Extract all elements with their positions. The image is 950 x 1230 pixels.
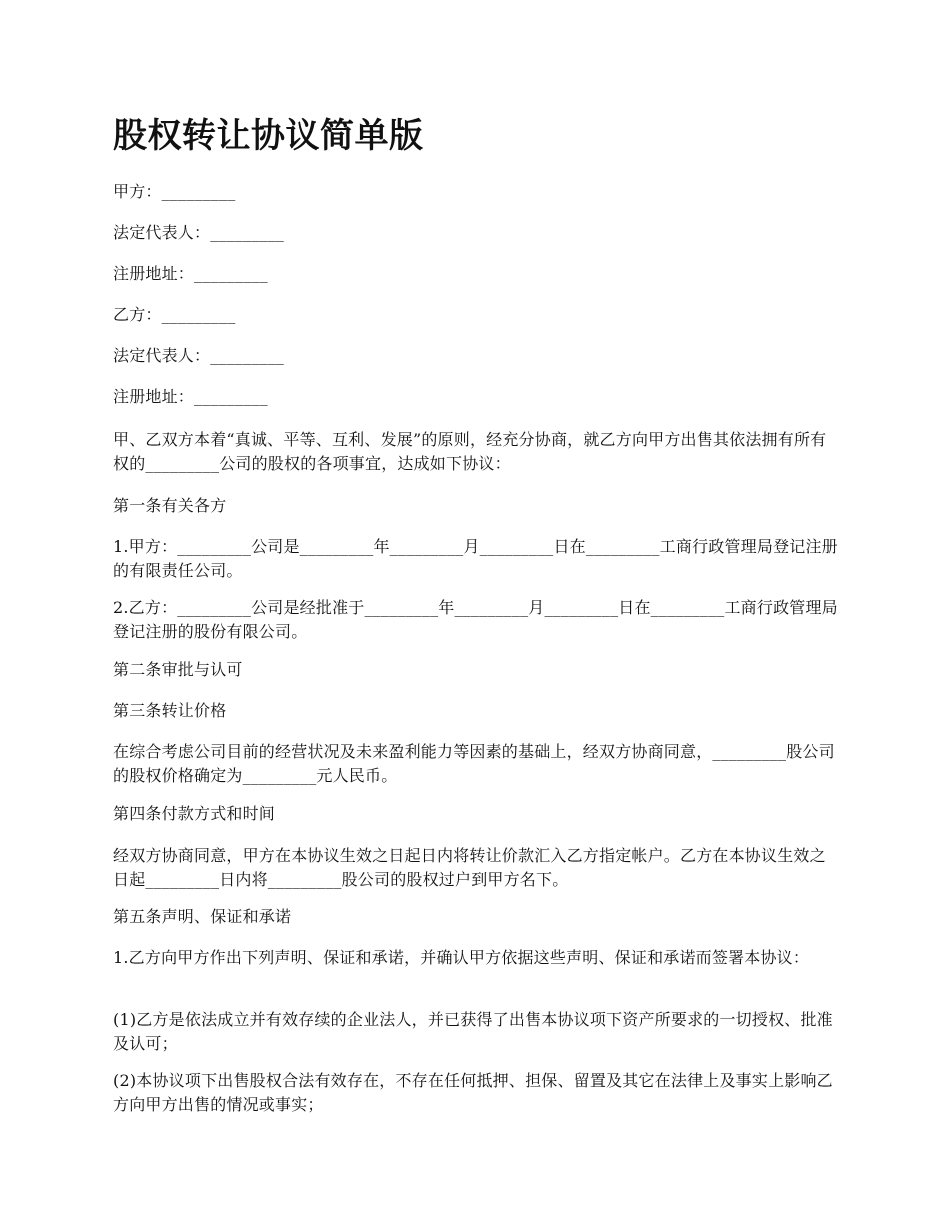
article-3-body: 在综合考虑公司目前的经营状况及未来盈利能力等因素的基础上，经双方协商同意，_________股公司的股权价格确定为_________元人民币。 [113,742,835,785]
article-4-heading: 第四条付款方式和时间 [113,804,276,823]
party-b-address-line: 注册地址：_________ [113,387,268,406]
article-2-heading: 第二条审批与认可 [113,660,243,679]
article-5-heading: 第五条声明、保证和承诺 [113,907,292,926]
article-5-item-1: (1)乙方是依法成立并有效存续的企业法人，并已获得了出售本协议项下资产所要求的一切授权、批准及认可； [113,1010,833,1053]
document-title: 股权转让协议简单版 [113,116,424,156]
article-3-heading: 第三条转让价格 [113,701,227,720]
article-4-body: 经双方协商同意，甲方在本协议生效之日起日内将转让价款汇入乙方指定帐户。乙方在本协议生效之日起_________日内将_________股公司的股权过户到甲方名下。 [113,846,826,889]
party-b-line: 乙方：_________ [113,305,236,324]
preamble-paragraph: 甲、乙双方本着“真诚、平等、互利、发展”的原则，经充分协商，就乙方向甲方出售其依法拥有所有权的_________公司的股权的各项事宜，达成如下协议： [113,430,827,473]
article-1-clause-1: 1.甲方：_________公司是_________年_________月_________日在_________工商行政管理局登记注册的有限责任公司。 [113,537,838,580]
party-a-representative-line: 法定代表人：_________ [113,223,285,242]
party-a-address-line: 注册地址：_________ [113,264,268,283]
article-5-item-2: (2)本协议项下出售股权合法有效存在，不存在任何抵押、担保、留置及其它在法律上及事实上影响乙方向甲方出售的情况或事实； [113,1071,833,1114]
party-a-line: 甲方：_________ [113,182,236,201]
article-1-clause-2: 2.乙方：_________公司是经批准于_________年_________月_________日在_________工商行政管理局登记注册的股份有限公司。 [113,598,838,641]
party-b-representative-line: 法定代表人：_________ [113,346,285,365]
article-5-clause-1: 1.乙方向甲方作出下列声明、保证和承诺，并确认甲方依据这些声明、保证和承诺而签署本协议： [113,948,810,967]
article-1-heading: 第一条有关各方 [113,496,227,515]
